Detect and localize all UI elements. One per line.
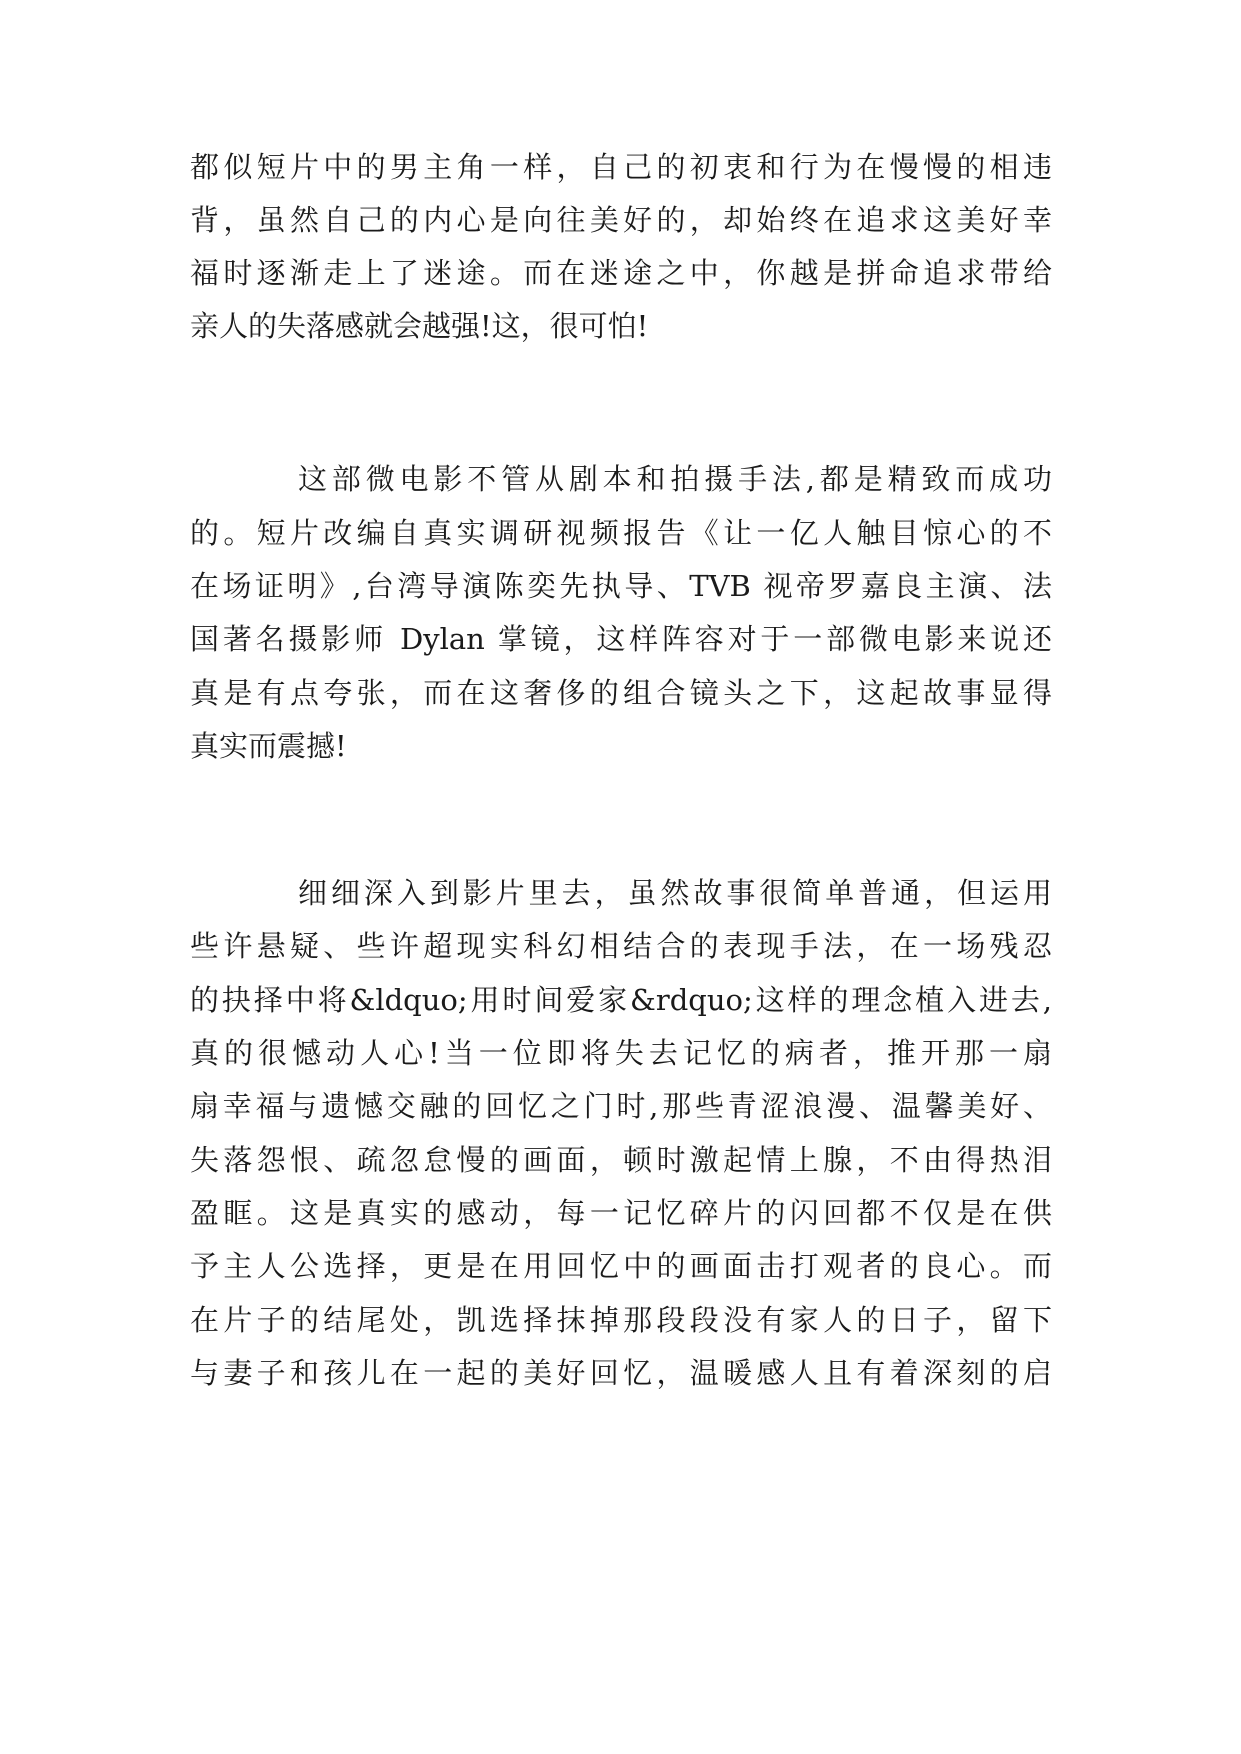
paragraph-2-line-4: 国著名摄影师 Dylan 掌镜，这样阵容对于一部微电影来说还 [190,622,1052,656]
paragraph-3-line-2: 些许悬疑、些许超现实科幻相结合的表现手法，在一场残忍 [190,929,1052,963]
paragraph-2-line-5: 真是有点夸张，而在这奢侈的组合镜头之下，这起故事显得 [190,676,1052,710]
paragraph-2-line-3: 在场证明》,台湾导演陈奕先执导、TVB 视帝罗嘉良主演、法 [190,569,1052,603]
paragraph-1-line-3: 福时逐渐走上了迷途。而在迷途之中，你越是拼命追求带给 [190,256,1052,290]
paragraph-2-line-6: 真实而震撼! [190,729,347,763]
paragraph-3-line-5: 扇幸福与遗憾交融的回忆之门时,那些青涩浪漫、温馨美好、 [190,1089,1052,1123]
paragraph-2-line-2: 的。短片改编自真实调研视频报告《让一亿人触目惊心的不 [190,516,1052,550]
paragraph-3-line-8: 予主人公选择，更是在用回忆中的画面击打观者的良心。而 [190,1249,1052,1283]
paragraph-1-line-1: 都似短片中的男主角一样，自己的初衷和行为在慢慢的相违 [190,150,1052,184]
paragraph-3-line-1: 细细深入到影片里去，虽然故事很简单普通，但运用 [298,876,1052,910]
paragraph-3-line-9: 在片子的结尾处，凯选择抹掉那段段没有家人的日子，留下 [190,1303,1052,1337]
paragraph-3-line-10: 与妻子和孩儿在一起的美好回忆，温暖感人且有着深刻的启 [190,1356,1052,1390]
paragraph-3-line-4: 真的很憾动人心!当一位即将失去记忆的病者，推开那一扇 [190,1036,1052,1070]
paragraph-3-line-6: 失落怨恨、疏忽怠慢的画面，顿时激起情上腺，不由得热泪 [190,1143,1052,1177]
paragraph-3-line-3: 的抉择中将&ldquo;用时间爱家&rdquo;这样的理念植入进去, [190,983,1052,1017]
paragraph-2-line-1: 这部微电影不管从剧本和拍摄手法,都是精致而成功 [298,462,1052,496]
paragraph-1-line-4: 亲人的失落感就会越强!这，很可怕! [190,309,649,343]
paragraph-3-line-7: 盈眶。这是真实的感动，每一记忆碎片的闪回都不仅是在供 [190,1196,1052,1230]
paragraph-1-line-2: 背，虽然自己的内心是向往美好的，却始终在追求这美好幸 [190,203,1052,237]
